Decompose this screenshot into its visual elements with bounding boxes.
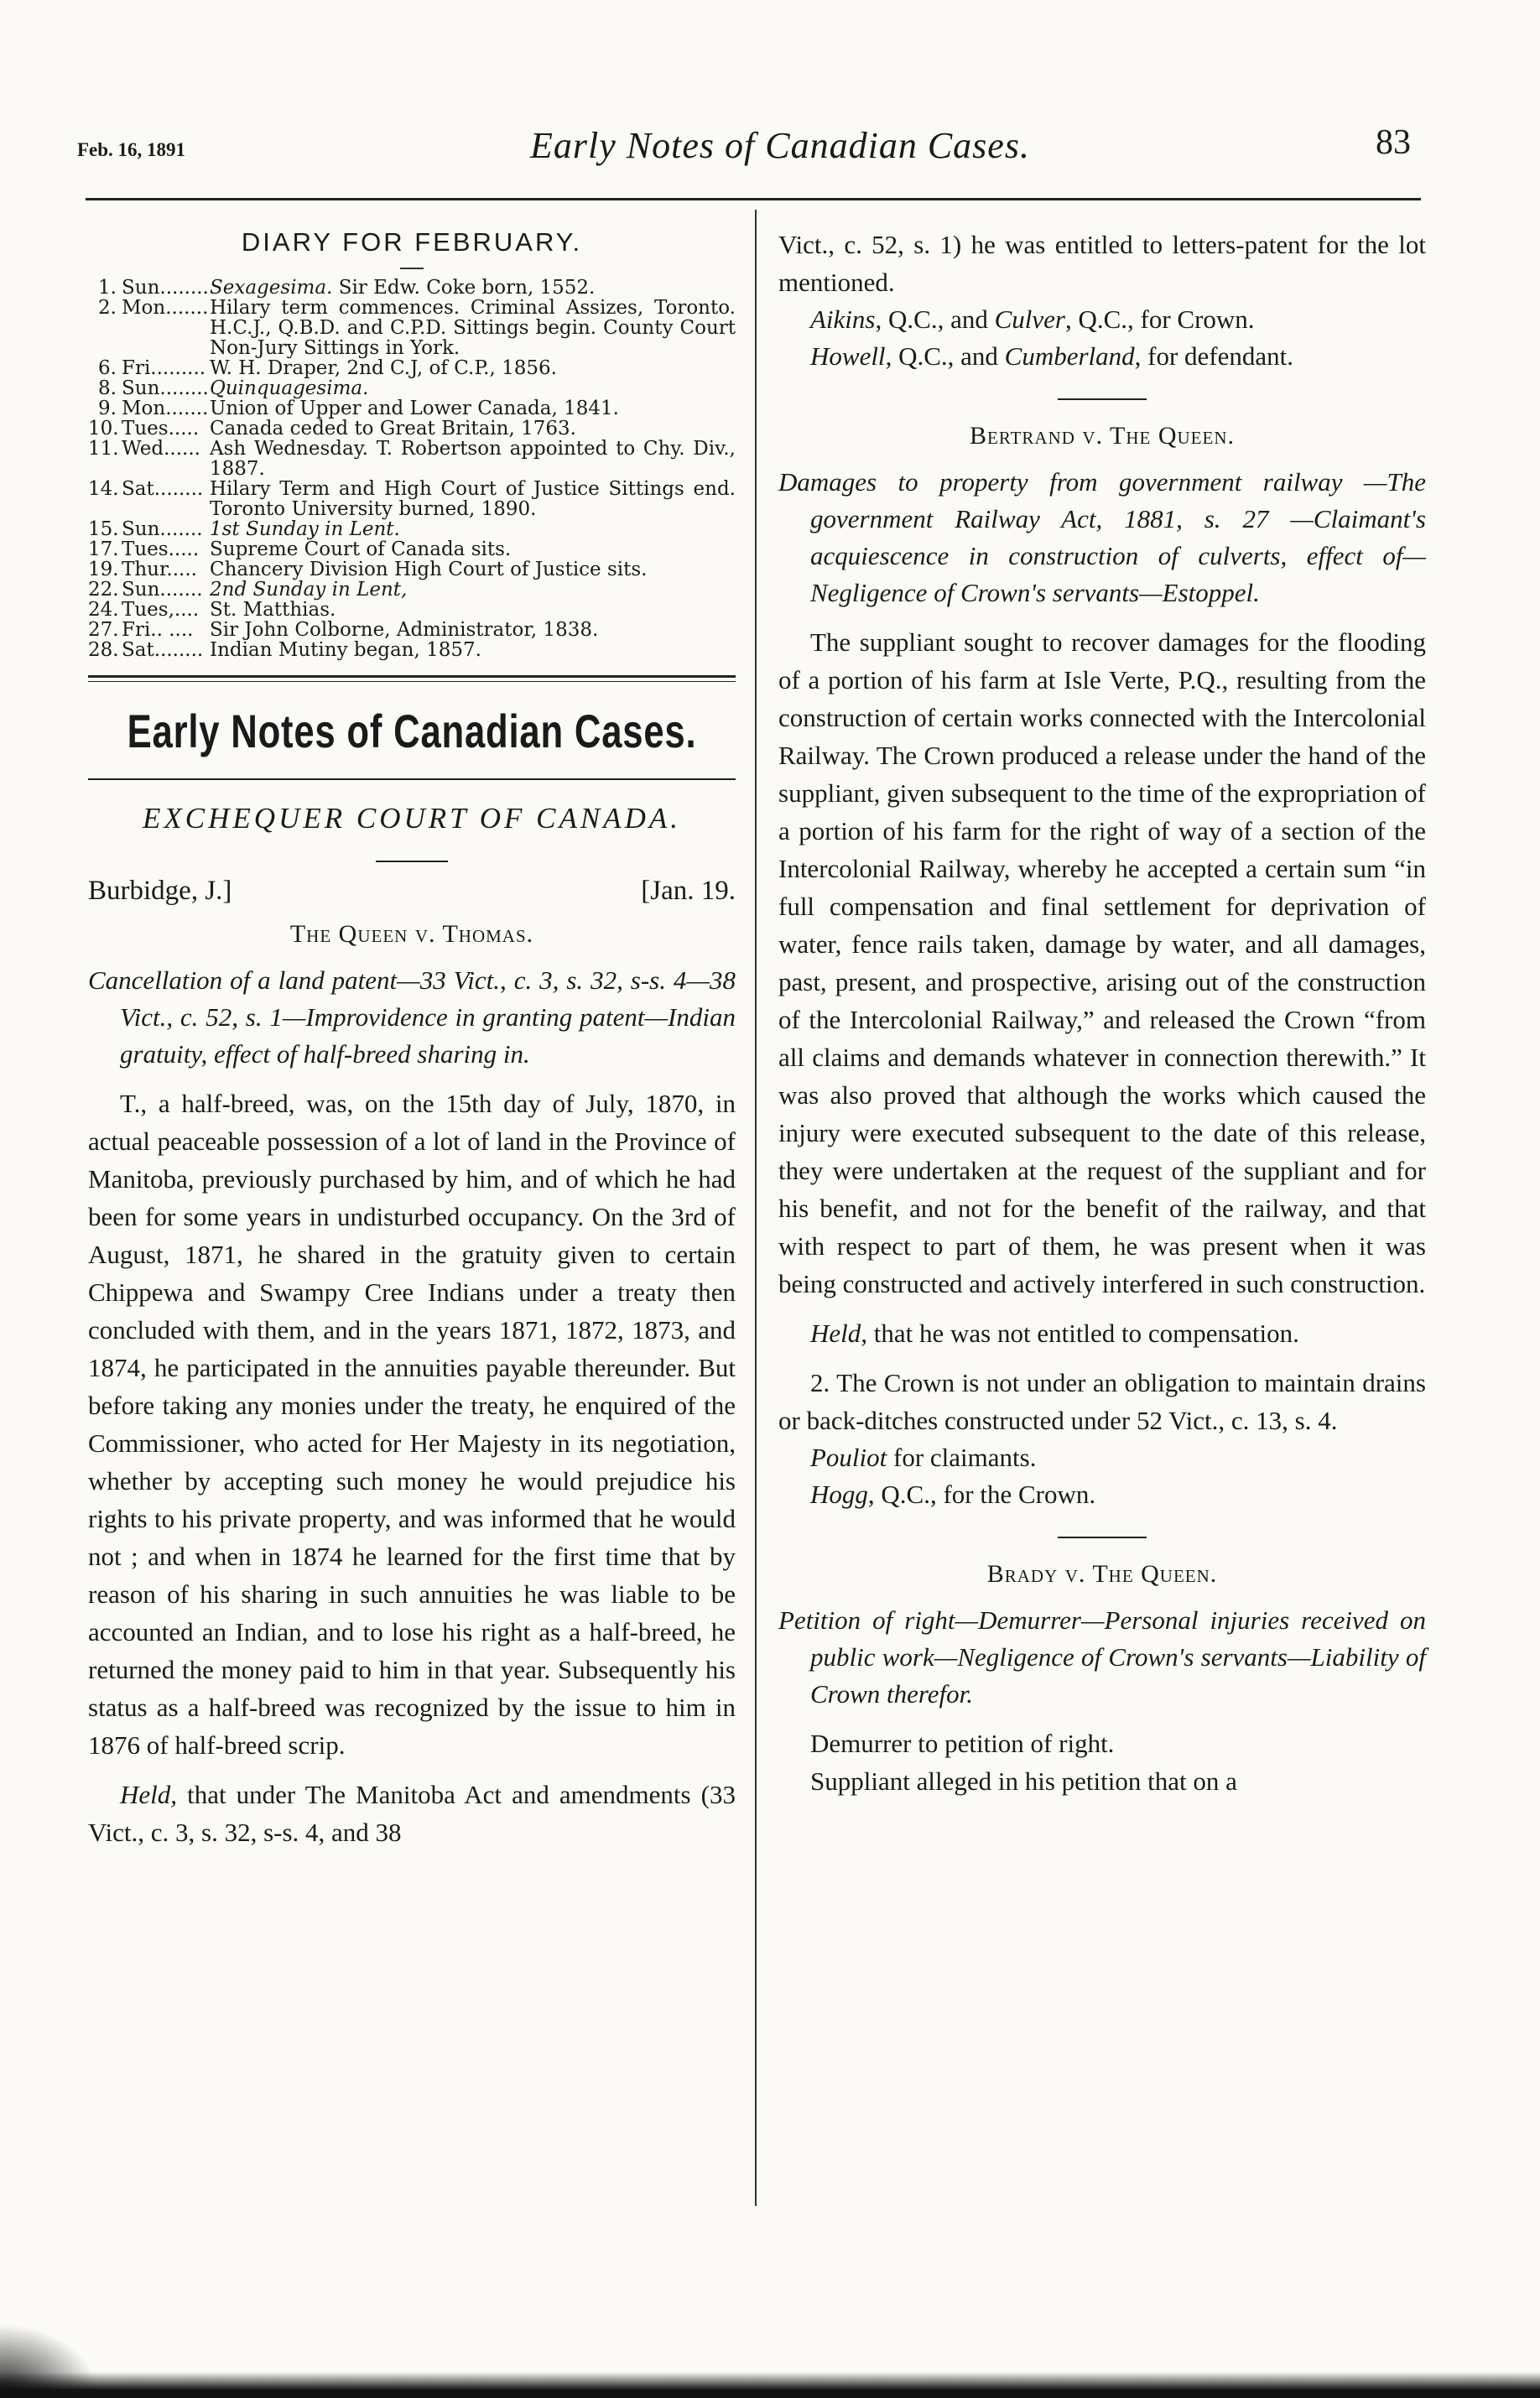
diary-list [88,278,736,660]
diary-weekday: Mon....... [122,298,209,319]
diary-event-text: Hilary term commences. Criminal Assizes, Toronto. H.C.J., Q.B.D. and C.P.D. Sittings begin. County Court Non-Jury Sittings in York. [210,297,736,359]
diary-event [210,519,736,539]
case1-title: The Queen v. Thomas. [289,920,534,948]
diary-event-text: W. H. Draper, 2nd C.J, of C.P., 1856. [210,357,557,379]
diary-entry [88,278,736,298]
diary-event [210,278,736,298]
diary-event [210,439,736,479]
diary-entry [88,439,736,479]
right-column [778,214,1426,1800]
column-divider [755,210,757,2206]
case2-title: Bertrand v. The Queen. [969,422,1235,450]
case3-line-1: Demurrer to petition of right. [810,1729,1115,1758]
counsel-name: Aikins [810,304,876,334]
diary-entry [88,559,736,580]
counsel-name: Pouliot [810,1443,887,1472]
diary-day-number: 6. [98,357,117,379]
counsel-name: Howell [810,341,886,371]
case1-held-continued: Vict., c. 52, s. 1) he was entitled to letters-patent for the lot mentioned. [778,230,1426,297]
diary-title: DIARY FOR FEBRUARY. [241,227,583,257]
diary-weekday: Tues..... [122,539,200,559]
counsel-name: Culver [994,304,1065,334]
case2-held-word: Held, [810,1319,868,1348]
diary-day-number: 10. [88,418,119,440]
diary-event [210,580,736,600]
diary-weekday: Tues..... [122,419,200,439]
diary-day-number: 19. [88,559,119,580]
diary-entry [88,479,736,519]
section-heading: Early Notes of Canadian Cases. [127,705,697,757]
diary-weekday: Sun....... [122,519,203,539]
diary-entry [88,600,736,620]
case2-counsel-2 [778,1476,1426,1513]
diary-day-number: 15. [88,518,119,540]
case1-judge: Burbidge, J.] [88,876,232,906]
case2-body: The suppliant sought to recover damages for the flooding of a portion of his farm at Isle Verte, P.Q., resulting from the construction of certain works connected with the Intercolonial Railway. The Crown produced a release under the hand of the suppliant, given subsequent to the time of the expropriation of a portion of his farm for the right of way of a section of the Intercolonial Railway, whereby he accepted a certain sum “in full compensation and final settlement for deprivation of water, fence rails taken, damage by water, and all damages, past, present, and prospective, arising out of the construction of the Intercolonial Railway,” and released the Crown “from all claims and demands whatever in connection therewith.” It was also proved that although the works which caused the injury were executed subsequent to the date of this release, they were undertaken at the request of the suppliant and for his benefit, and not for the benefit of the railway, and that with respect to part of them, he was present when it was being constructed and actively interfered in such construction. [778,627,1426,1298]
diary-entry [88,419,736,439]
diary-entry [88,620,736,640]
diary-event [210,620,736,640]
case1-counsel-2 [778,338,1426,375]
diary-event-text: Chancery Division High Court of Justice sits. [210,559,648,580]
diary-weekday: Sat........ [122,479,204,500]
counsel-name: Hogg [810,1480,868,1509]
case1-date: [Jan. 19. [641,876,736,906]
diary-weekday: Fri......... [122,358,206,378]
counsel-text: , Q.C., for Crown. [1064,304,1255,334]
diary-entry [88,398,736,419]
court-rule [376,861,448,862]
diary-event-italic: Sexagesima. [210,277,333,299]
diary-entry [88,539,736,559]
diary-event [210,419,736,439]
diary-event-italic: 1st Sunday in Lent. [210,518,400,540]
case3-headnote: Petition of right—Demurrer—Personal injuries received on public work—Negligence of Crown's servants—Liability of Crown therefor. [778,1605,1426,1709]
counsel-name: Cumberland [1004,341,1135,371]
case1-judge-line [88,876,736,907]
diary-weekday: Thur..... [122,559,197,580]
case2-headnote: Damages to property from government railway —The government Railway Act, 1881, s. 27 —Claimant's acquiescence in construction of culverts, effect of—Negligence of Crown's servants—Estoppel. [778,467,1426,607]
diary-event [210,600,736,620]
diary-day-number: 11. [88,438,119,460]
case-separator [1058,1537,1147,1538]
case3-line-2: Suppliant alleged in his petition that on a [810,1766,1237,1796]
court-name: EXCHEQUER COURT OF CANADA. [143,802,681,835]
diary-day-number: 8. [98,377,117,399]
diary-title-rule [400,268,424,269]
diary-weekday: Sun........ [122,378,209,398]
diary-weekday: Mon....... [122,398,209,419]
page-bottom-edge [0,2372,1540,2398]
case1-held-word: Held, [120,1780,178,1809]
diary-entry [88,580,736,600]
diary-event [210,298,736,358]
diary-event-text: Union of Upper and Lower Canada, 1841. [210,398,619,419]
diary-weekday: Fri.. .... [122,620,194,640]
case2-held-text: that he was not entitled to compensation. [867,1319,1299,1348]
diary-event [210,378,736,398]
counsel-text: , for defendant. [1134,341,1294,371]
diary-end-rule-thin [88,681,736,682]
diary-event [210,559,736,580]
header-rule [86,198,1421,200]
case2-point-2: 2. The Crown is not under an obligation to maintain drains or back-ditches constructed under 52 Vict., c. 13, s. 4. [778,1368,1426,1435]
diary-event [210,539,736,559]
diary-weekday: Sun....... [122,580,203,600]
page-number: 83 [1376,123,1411,162]
diary-entry [88,298,736,358]
case3-title: Brady v. The Queen. [986,1560,1218,1588]
case-separator [1058,398,1147,400]
diary-event-text: Ash Wednesday. T. Robertson appointed to Chy. Div., 1887. [210,438,736,480]
diary-event-italic: Quinquagesima. [210,377,369,399]
diary-day-number: 2. [98,297,117,319]
diary-event-text: Canada ceded to Great Britain, 1763. [210,418,576,440]
header-date: Feb. 16, 1891 [77,139,186,160]
diary-event-text: Indian Mutiny began, 1857. [210,639,481,661]
diary-entry [88,640,736,660]
diary-entry [88,358,736,378]
case1-held-start [88,1776,736,1851]
diary-day-number: 14. [88,478,119,500]
diary-day-number: 24. [88,599,119,621]
diary-day-number: 17. [88,538,119,560]
diary-event-text: Supreme Court of Canada sits. [210,538,512,560]
left-column [88,222,736,1851]
diary-entry [88,519,736,539]
diary-event-text: St. Matthias. [210,599,336,621]
diary-weekday: Sun........ [122,278,209,298]
diary-day-number: 1. [98,277,117,299]
diary-event [210,398,736,419]
case1-body: T., a half-breed, was, on the 15th day of July, 1870, in actual peaceable possession of a lot of land in the Province of Manitoba, previously purchased by him, and of which he had been for some years in undisturbed occupancy. On the 3rd of August, 1871, he shared in the gratuity given to certain Chippewa and Swampy Cree Indians under a treaty then concluded with them, and in the years 1871, 1872, 1873, and 1874, he participated in the annuities payable thereunder. But before taking any monies under the treaty, he enquired of the Commissioner, who acted for Her Majesty in its negotiation, whether by accepting such money he would prejudice his rights to his private property, and was informed that he would not ; and when in 1874 he learned for the first time that by reason of his sharing in such annuities he was liable to be accounted an Indian, and to lose his right as a half-breed, he returned the money paid to him in that year. Subsequently his status as a half-breed was recognized by the issue to him in 1876 of half-breed scrip. [88,1089,736,1760]
diary-day-number: 22. [88,579,119,601]
case1-held-left: that under The Manitoba Act and amendments (33 Vict., c. 3, s. 32, s-s. 4, and 38 [88,1780,736,1847]
counsel-text: , Q.C., and [885,341,1005,371]
diary-event-text: Sir Edw. Coke born, 1552. [332,277,596,299]
diary-day-number: 28. [88,639,119,661]
diary-weekday: Tues,.... [122,600,200,620]
diary-event-text: Hilary Term and High Court of Justice Sittings end. Toronto University burned, 1890. [210,478,736,520]
diary-weekday: Sat........ [122,640,204,660]
section-rule [88,778,736,780]
diary-entry [88,378,736,398]
diary-event [210,479,736,519]
case2-counsel-1 [778,1439,1426,1476]
diary-event [210,640,736,660]
diary-day-number: 27. [88,619,119,641]
case2-held [778,1314,1426,1352]
diary-event-italic: 2nd Sunday in Lent, [210,579,408,601]
case1-counsel-1 [778,301,1426,338]
diary-event [210,358,736,378]
diary-weekday: Wed...... [122,439,200,460]
counsel-text: , Q.C., and [875,304,995,334]
counsel-text: , Q.C., for the Crown. [867,1480,1096,1509]
counsel-text: for claimants. [887,1443,1037,1472]
diary-day-number: 9. [98,398,117,419]
running-title: Early Notes of Canadian Cases. [530,125,1030,166]
diary-event-text: Sir John Colborne, Administrator, 1838. [210,619,599,641]
diary-end-rule [88,675,736,678]
case1-headnote: Cancellation of a land patent—33 Vict., c. 3, s. 32, s-s. 4—38 Vict., c. 52, s. 1—Improvidence in granting patent—Indian gratuity, effect of half-breed sharing in. [88,965,736,1069]
